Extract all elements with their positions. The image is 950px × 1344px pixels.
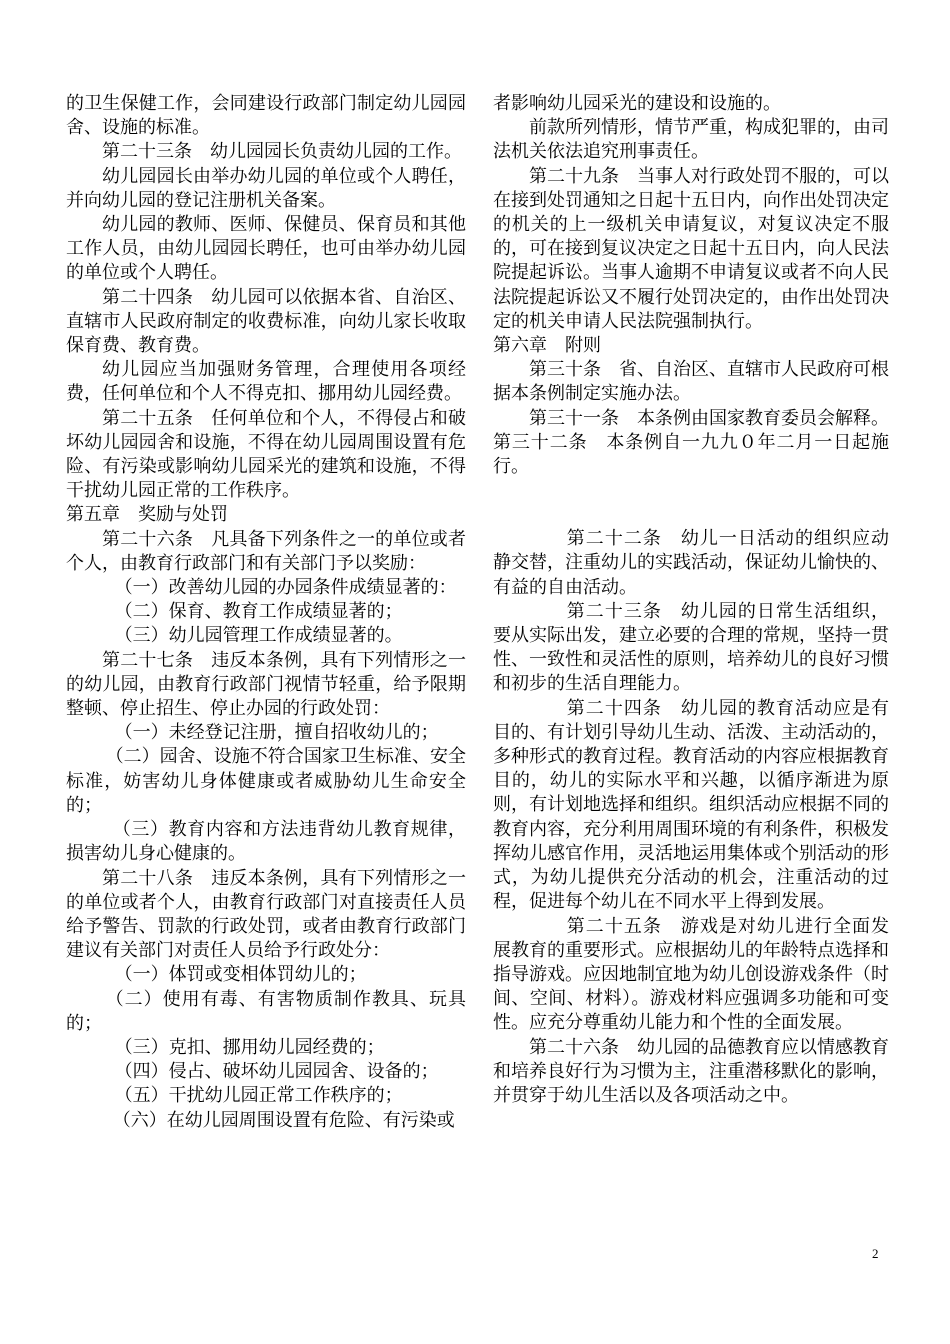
- article-22-regulation: 第二十二条 幼儿一日活动的组织应动静交替，注重幼儿的实践活动，保证幼儿愉快的、有益的自由活动。: [493, 528, 889, 598]
- list-item: （二）使用有毒、有害物质制作教具、玩具的；: [66, 988, 466, 1034]
- list-item: （一）未经登记注册，擅自招收幼儿的；: [114, 722, 439, 744]
- article-27: 第二十七条 违反本条例，具有下列情形之一的幼儿园，由教育行政部门视情节轻重，给予限期整顿、停止招生、停止办园的行政处罚：: [66, 649, 466, 720]
- article-23-regulation: 第二十三条 幼儿园的日常生活组织，要从实际出发，建立必要的合理的常规，坚持一贯性、一致性和灵活性的原则，培养幼儿的良好习惯和初步的生活自理能力。: [493, 600, 889, 695]
- paragraph: 前款所列情形，情节严重，构成犯罪的，由司法机关依法追究刑事责任。: [493, 117, 889, 163]
- paragraph: 幼儿园园长由举办幼儿园的单位或个人聘任，并向幼儿园的登记注册机关备案。: [66, 165, 466, 211]
- list-item: （三）教育内容和方法违背幼儿教育规律，损害幼儿身心健康的。: [66, 819, 466, 865]
- article-24-regulation: 第二十四条 幼儿园的教育活动应是有目的、有计划引导幼儿生动、活泼、主动活动的，多种形式的教育过程。教育活动的内容应根据教育目的，幼儿的实际水平和兴趣，以循序渐进为原则，有计划地选择和组织。组织活动应根据不同的教育内容，充分利用周围环境的有利条件，积极发挥幼儿感官作用，灵活地运用集体或个别活动的形式，为幼儿提供充分活动的机会，注重活动的过程，促进每个幼儿在不同水平上得到发展。: [493, 697, 889, 913]
- paragraph: 幼儿园应当加强财务管理，合理使用各项经费，任何单位和个人不得克扣、挪用幼儿园经费。: [66, 359, 466, 405]
- page-number: 2: [872, 1246, 879, 1261]
- article-30: 第三十条 省、自治区、直辖市人民政府可根据本条例制定实施办法。: [493, 359, 889, 405]
- list-item: （一）体罚或变相体罚幼儿的；: [114, 964, 367, 986]
- paragraph: 者影响幼儿园采光的建设和设施的。: [493, 93, 781, 114]
- list-item: （六）在幼儿园周围设置有危险、有污染或: [112, 1109, 455, 1131]
- paragraph: 幼儿园的教师、医师、保健员、保育员和其他工作人员，由幼儿园园长聘任，也可由举办幼儿园的单位或个人聘任。: [66, 214, 466, 284]
- left-column: [66, 92, 466, 1133]
- list-item: （五）干扰幼儿园正常工作秩序的；: [114, 1085, 403, 1107]
- article-31: 第三十一条 本条例由国家教育委员会解释。: [529, 407, 889, 429]
- list-item: （三）克扣、挪用幼儿园经费的；: [114, 1036, 385, 1058]
- article-29: 第二十九条 当事人对行政处罚不服的，可以在接到处罚通知之日起十五日内，向作出处罚决定的机关的上一级机关申请复议，对复议决定不服的，可在接到复议决定之日起十五日内，向人民法院提起诉讼。当事人逾期不申请复议或者不向人民法院提起诉讼又不履行处罚决定的，由作出处罚决定的机关申请人民法院强制执行。: [493, 165, 889, 332]
- list-item: （二）园舍、设施不符合国家卫生标准、安全标准，妨害幼儿身体健康或者威胁幼儿生命安全的；: [66, 746, 466, 816]
- paragraph: 的卫生保健工作，会同建设行政部门制定幼儿园园舍、设施的标准。: [66, 93, 466, 139]
- list-item: （三）幼儿园管理工作成绩显著的。: [114, 625, 403, 647]
- article-24: 第二十四条 幼儿园可以依据本省、自治区、直辖市人民政府制定的收费标准，向幼儿家长收取保育费、教育费。: [66, 286, 466, 357]
- article-25: 第二十五条 任何单位和个人，不得侵占和破坏幼儿园园舍和设施，不得在幼儿园周围设置有危险、有污染或影响幼儿园采光的建筑和设施，不得干扰幼儿园正常的工作秩序。: [66, 407, 466, 502]
- list-item: （二）保育、教育工作成绩显著的；: [114, 601, 403, 623]
- list-item: （四）侵占、破坏幼儿园园舍、设备的；: [114, 1061, 439, 1083]
- article-26: 第二十六条 凡具备下列条件之一的单位或者个人，由教育行政部门和有关部门予以奖励：: [66, 528, 466, 574]
- list-item: （一）改善幼儿园的办园条件成绩显著的：: [114, 577, 457, 599]
- section-gap: [493, 479, 889, 527]
- chapter-heading: 第六章 附则: [493, 335, 601, 357]
- chapter-heading: 第五章 奖励与处罚: [66, 504, 228, 526]
- article-28: 第二十八条 违反本条例，具有下列情形之一的单位或者个人，由教育行政部门对直接责任人员给予警告、罚款的行政处罚，或者由教育行政部门建议有关部门对责任人员给予行政处分：: [66, 867, 466, 962]
- article-25-regulation: 第二十五条 游戏是对幼儿进行全面发展教育的重要形式。应根据幼儿的年龄特点选择和指导游戏。应因地制宜地为幼儿创设游戏条件（时间、空间、材料）。游戏材料应强调多功能和可变性。应充分尊重幼儿能力和个性的全面发展。: [493, 915, 889, 1034]
- article-23: 第二十三条 幼儿园园长负责幼儿园的工作。: [102, 141, 462, 163]
- right-column: [493, 92, 889, 1108]
- article-26-regulation: 第二十六条 幼儿园的品德教育应以情感教育和培养良好行为习惯为主，注重潜移默化的影响，并贯穿于幼儿生活以及各项活动之中。: [493, 1036, 889, 1106]
- article-32: 第三十二条 本条例自一九九０年二月一日起施行。: [493, 431, 889, 478]
